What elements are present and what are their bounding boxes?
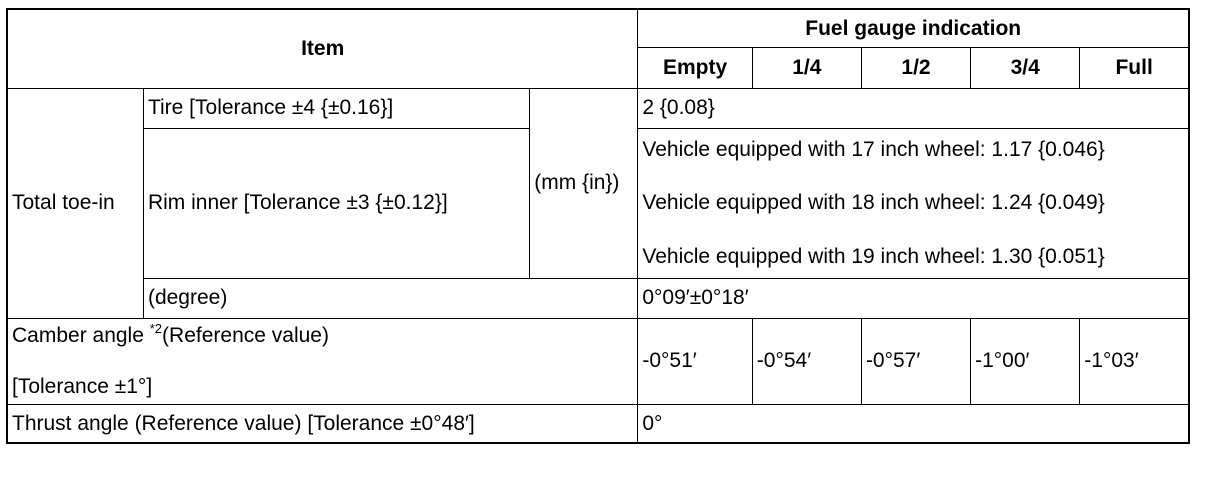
item-header: Item — [7, 9, 638, 88]
alignment-spec-table — [6, 8, 1190, 444]
level-full-header: Full — [1080, 47, 1189, 88]
tire-value: 2 {0.08} — [638, 88, 1189, 128]
camber-label-suffix: (Reference value) — [162, 323, 329, 347]
degree-label: (degree) — [143, 278, 637, 318]
toe-in-unit: (mm {in}) — [530, 88, 638, 278]
thrust-angle-label: Thrust angle (Reference value) [Tolerance ±0°48′] — [7, 404, 638, 443]
camber-value-quarter: -0°54′ — [752, 318, 861, 404]
total-toe-in-label: Total toe-in — [7, 88, 143, 318]
table-row — [7, 318, 1189, 404]
camber-value-three-quarter: -1°00′ — [971, 318, 1080, 404]
tire-label: Tire [Tolerance ±4 {±0.16}] — [143, 88, 529, 128]
rim-inner-label: Rim inner [Tolerance ±3 {±0.12}] — [143, 128, 529, 278]
thrust-angle-value: 0° — [638, 404, 1189, 443]
level-half-header: 1/2 — [861, 47, 970, 88]
camber-value-empty: -0°51′ — [638, 318, 752, 404]
fuel-gauge-header: Fuel gauge indication — [638, 9, 1189, 47]
camber-tolerance: [Tolerance ±1°] — [12, 375, 153, 398]
header-row — [7, 9, 1189, 47]
rim-value-19-inch: Vehicle equipped with 19 inch wheel: 1.30 {0.051} — [642, 244, 1105, 268]
rim-value-17-inch: Vehicle equipped with 17 inch wheel: 1.17 {0.046} — [642, 138, 1105, 162]
level-three-quarter-header: 3/4 — [971, 47, 1080, 88]
camber-angle-label — [7, 318, 638, 404]
table-row — [7, 88, 1189, 128]
level-quarter-header: 1/4 — [752, 47, 861, 88]
table-row — [7, 404, 1189, 443]
level-empty-header: Empty — [638, 47, 752, 88]
degree-value: 0°09′±0°18′ — [638, 278, 1189, 318]
camber-value-half: -0°57′ — [861, 318, 970, 404]
camber-value-full: -1°03′ — [1080, 318, 1189, 404]
camber-label-prefix: Camber angle — [12, 323, 144, 347]
table-row — [7, 278, 1189, 318]
rim-value-18-inch: Vehicle equipped with 18 inch wheel: 1.24 {0.049} — [642, 191, 1105, 215]
camber-footnote-mark: *2 — [149, 320, 163, 336]
rim-inner-values — [638, 128, 1189, 278]
